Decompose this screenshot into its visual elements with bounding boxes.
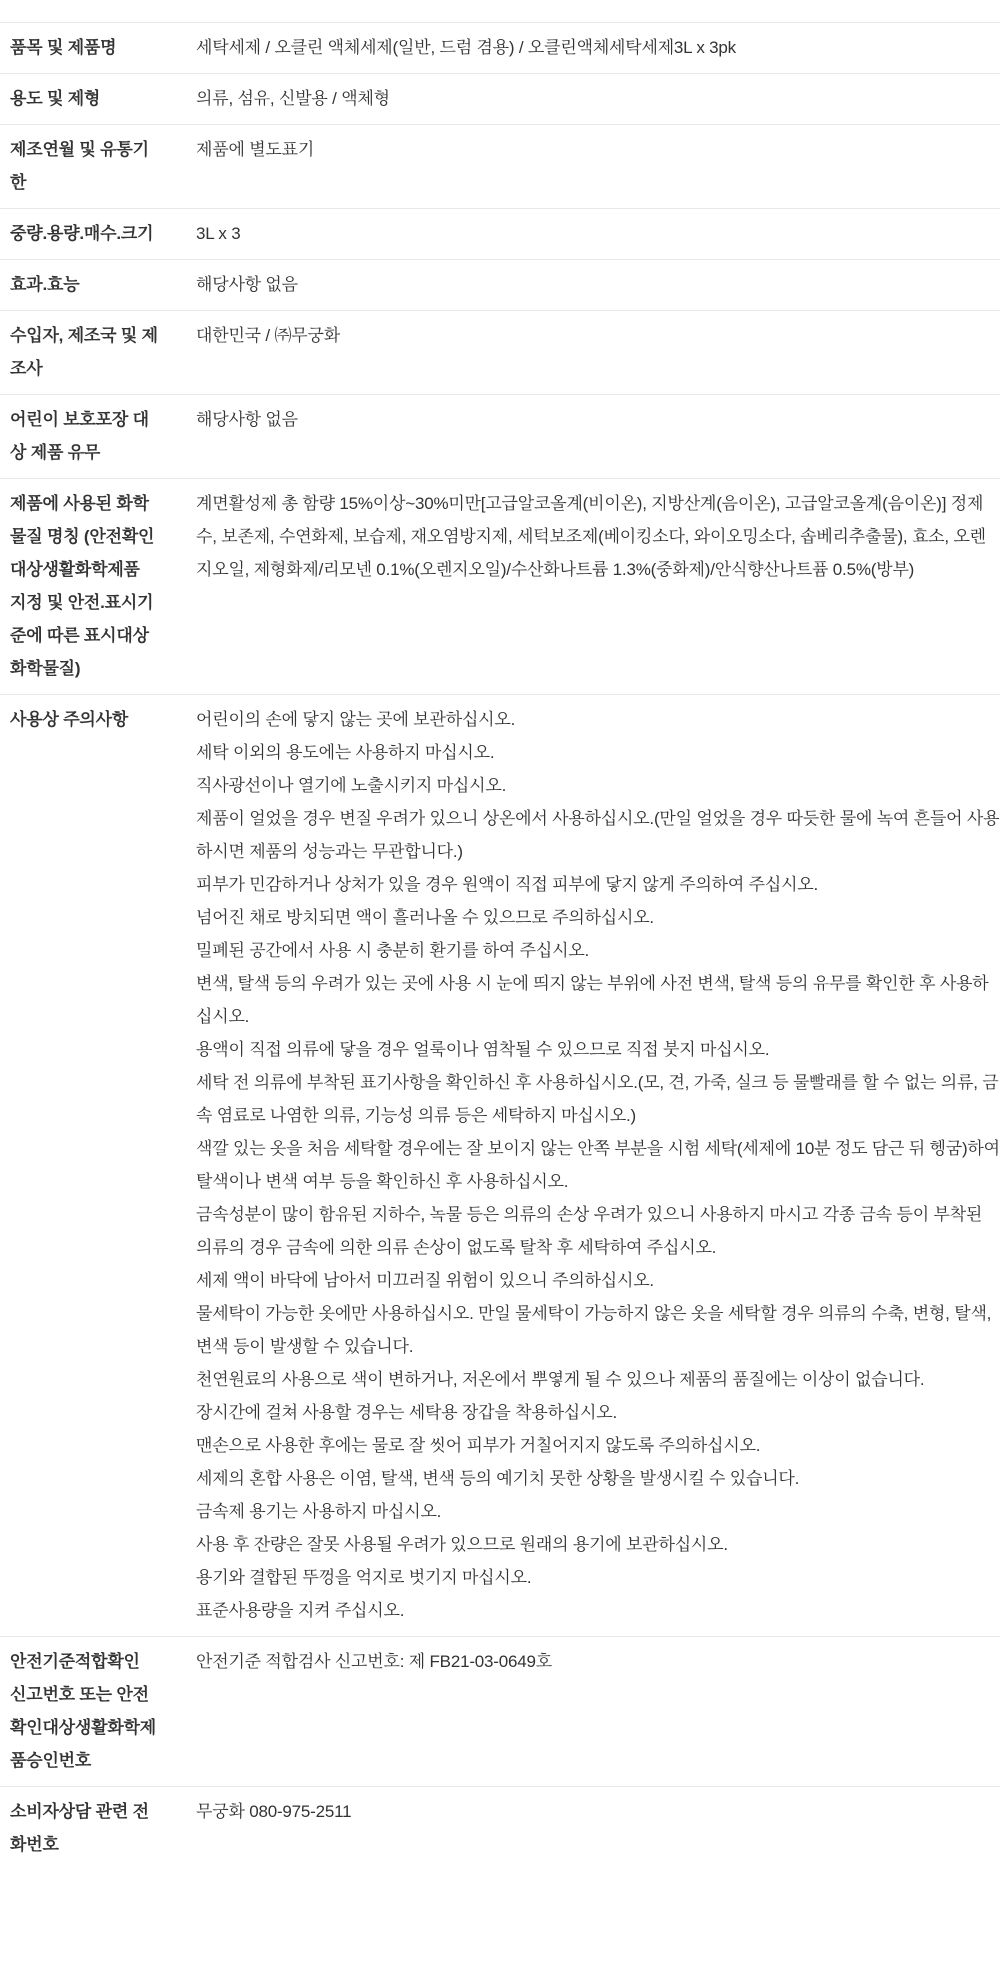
table-row — [0, 1636, 1000, 1786]
row-value — [196, 31, 1000, 64]
value-paragraph: 밀폐된 공간에서 사용 시 충분히 환기를 하여 주십시오. — [196, 941, 590, 960]
value-paragraph: 피부가 민감하거나 상처가 있을 경우 원액이 직접 피부에 닿지 않게 주의하여 주십시오. — [196, 875, 819, 894]
product-info-table — [0, 22, 1000, 1870]
value-paragraph: 직사광선이나 열기에 노출시키지 마십시오. — [196, 776, 507, 795]
table-row — [0, 310, 1000, 394]
row-value — [196, 703, 1000, 1627]
row-label: 소비자상담 관련 전화번호 — [10, 1802, 149, 1854]
value-paragraph: 세제 액이 바닥에 남아서 미끄러질 위험이 있으니 주의하십시오. — [196, 1271, 654, 1290]
row-value — [196, 82, 1000, 115]
value-paragraph: 계면활성제 총 함량 15%이상~30%미만[고급알코올계(비이온), 지방산계(음이온), 고급알코올계(음이온)] 정제수, 보존제, 수연화제, 보습제, 재오염방지제, 세턱보조제(베이킹소다, 와이오밍소다, 솝베리추출물), 효소, 오렌지오일, 제형화제/리모넨 0.1%(오렌지오일)/수산화나트륨 1.3%(중화제)/안식향산나트퓸 0.5%(방부) — [196, 494, 986, 579]
row-value — [196, 1645, 1000, 1678]
row-label: 중량.용량.매수.크기 — [10, 224, 154, 243]
value-paragraph: 해당사항 없음 — [196, 275, 298, 294]
value-paragraph: 어린이의 손에 닿지 않는 곳에 보관하십시오. — [196, 710, 516, 729]
value-paragraph: 용기와 결합된 뚜껑을 억지로 벗기지 마십시오. — [196, 1568, 532, 1587]
row-value — [196, 133, 1000, 166]
value-paragraph: 표준사용량을 지켜 주십시오. — [196, 1601, 405, 1620]
row-label: 제조연월 및 유통기한 — [10, 140, 149, 192]
value-paragraph: 세탁세제 / 오클린 액체세제(일반, 드럼 겸용) / 오클린액체세탁세제3L x 3pk — [196, 38, 736, 57]
table-row — [0, 22, 1000, 73]
value-paragraph: 사용 후 잔량은 잘못 사용될 우려가 있으므로 원래의 용기에 보관하십시오. — [196, 1535, 728, 1554]
value-paragraph: 세제의 혼합 사용은 이염, 탈색, 변색 등의 예기치 못한 상황을 발생시킬 수 있습니다. — [196, 1469, 800, 1488]
value-paragraph: 용액이 직접 의류에 닿을 경우 얼룩이나 염착될 수 있으므로 직접 붓지 마십시오. — [196, 1040, 770, 1059]
value-paragraph: 장시간에 걸쳐 사용할 경우는 세탁용 장갑을 착용하십시오. — [196, 1403, 617, 1422]
value-paragraph: 금속성분이 많이 함유된 지하수, 녹물 등은 의류의 손상 우려가 있으니 사용하지 마시고 각종 금속 등이 부착된 의류의 경우 금속에 의한 의류 손상이 없도록 탈착 후 세탁하여 주십시오. — [196, 1205, 983, 1257]
value-paragraph: 변색, 탈색 등의 우려가 있는 곳에 사용 시 눈에 띄지 않는 부위에 사전 변색, 탈색 등의 유무를 확인한 후 사용하십시오. — [196, 974, 989, 1026]
table-row — [0, 259, 1000, 310]
row-label: 제품에 사용된 화학물질 명칭 (안전확인대상생활화학제품 지정 및 안전.표시기준에 따른 표시대상 화학물질) — [10, 494, 155, 678]
value-paragraph: 안전기준 적합검사 신고번호: 제 FB21-03-0649호 — [196, 1652, 553, 1671]
value-paragraph: 세탁 전 의류에 부착된 표기사항을 확인하신 후 사용하십시오.(모, 견, 가죽, 실크 등 물빨래를 할 수 없는 의류, 금속 염료로 나염한 의류, 기능성 의류 등은 세탁하지 마십시오.) — [196, 1073, 999, 1125]
value-paragraph: 대한민국 / ㈜무궁화 — [196, 326, 340, 345]
row-value — [196, 268, 1000, 301]
table-row — [0, 394, 1000, 478]
row-label: 용도 및 제형 — [10, 89, 101, 108]
value-paragraph: 의류, 섬유, 신발용 / 액체형 — [196, 89, 390, 108]
table-row — [0, 694, 1000, 1636]
value-paragraph: 세탁 이외의 용도에는 사용하지 마십시오. — [196, 743, 495, 762]
table-row — [0, 124, 1000, 208]
table-row — [0, 1786, 1000, 1870]
value-paragraph: 무궁화 080-975-2511 — [196, 1802, 352, 1821]
row-value — [196, 319, 1000, 352]
row-label: 안전기준적합확인 신고번호 또는 안전확인대상생활화학제품승인번호 — [10, 1652, 156, 1770]
value-paragraph: 맨손으로 사용한 후에는 물로 잘 씻어 피부가 거칠어지지 않도록 주의하십시오. — [196, 1436, 761, 1455]
value-paragraph: 금속제 용기는 사용하지 마십시오. — [196, 1502, 442, 1521]
row-label: 어린이 보호포장 대상 제품 유무 — [10, 410, 149, 462]
row-value — [196, 217, 1000, 250]
table-row — [0, 208, 1000, 259]
value-paragraph: 넘어진 채로 방치되면 액이 흘러나올 수 있으므로 주의하십시오. — [196, 908, 654, 927]
row-value — [196, 403, 1000, 436]
value-paragraph: 해당사항 없음 — [196, 410, 298, 429]
value-paragraph: 천연원료의 사용으로 색이 변하거나, 저온에서 뿌옇게 될 수 있으나 제품의 품질에는 이상이 없습니다. — [196, 1370, 925, 1389]
value-paragraph: 물세탁이 가능한 옷에만 사용하십시오. 만일 물세탁이 가능하지 않은 옷을 세탁할 경우 의류의 수축, 변형, 탈색, 변색 등이 발생할 수 있습니다. — [196, 1304, 992, 1356]
row-label: 품목 및 제품명 — [10, 38, 117, 57]
row-label: 수입자, 제조국 및 제조사 — [10, 326, 158, 378]
row-value — [196, 487, 1000, 586]
row-label: 효과.효능 — [10, 275, 80, 294]
row-value — [196, 1795, 1000, 1828]
table-row — [0, 478, 1000, 694]
row-label: 사용상 주의사항 — [10, 710, 129, 729]
value-paragraph: 3L x 3 — [196, 224, 241, 243]
value-paragraph: 제품이 얼었을 경우 변질 우려가 있으니 상온에서 사용하십시오.(만일 얼었을 경우 따듯한 물에 녹여 흔들어 사용하시면 제품의 성능과는 무관합니다.) — [196, 809, 1000, 861]
value-paragraph: 색깔 있는 옷을 처음 세탁할 경우에는 잘 보이지 않는 안쪽 부분을 시험 세탁(세제에 10분 정도 담근 뒤 헹굼)하여 탈색이나 변색 여부 등을 확인하신 후 사용하십시오. — [196, 1139, 1000, 1191]
table-row — [0, 73, 1000, 124]
value-paragraph: 제품에 별도표기 — [196, 140, 315, 159]
